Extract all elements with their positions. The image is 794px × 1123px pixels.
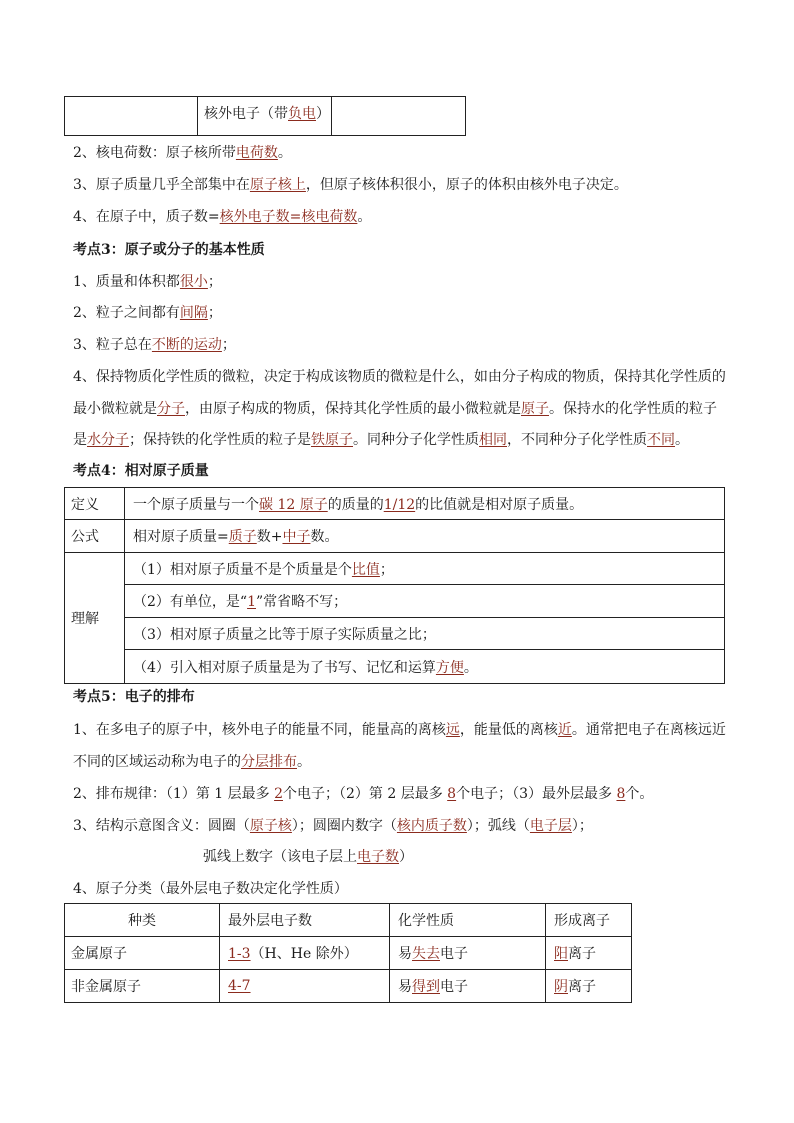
top-table-cell-3 [332,97,466,136]
text-line: 3、原子质量几乎全部集中在原子核上，但原子核体积很小，原子的体积由核外电子决定。 [73,177,628,193]
def-cell: 一个原子质量与一个碳 12 原子的质量的1/12的比值就是相对原子质量。 [125,488,725,520]
text-line: 弧线上数字（该电子层上电子数） [203,849,413,865]
understand-item: （3）相对原子质量之比等于原子实际质量之比； [125,618,725,650]
text-line: 4、保持物质化学性质的微粒，决定于构成该物质的微粒是什么，如由分子构成的物质，保持其化学性质的 [73,369,726,385]
section-heading: 考点3：原子或分子的基本性质 [73,242,265,258]
understand-item: （4）引入相对原子质量是为了书写、记忆和运算方便。 [125,650,725,684]
row-kind: 非金属原子 [65,970,220,1003]
top-table [64,96,466,136]
section-heading: 考点4：相对原子质量 [73,463,209,479]
class-table [64,903,632,1003]
row-num: 4-7 [220,970,390,1003]
text-line: 3、粒子总在不断的运动； [73,337,236,353]
row-prop: 易得到电子 [390,970,546,1003]
header-num: 最外层电子数 [220,904,390,937]
understand-label: 理解 [65,553,125,684]
text-line: 4、在原子中，质子数=核外电子数=核电荷数。 [73,209,372,225]
row-kind: 金属原子 [65,937,220,970]
text-line: 2、排布规律：（1）第 1 层最多 2个电子；（2）第 2 层最多 8个电子；（3）最外层最多 8个。 [73,786,654,802]
header-prop: 化学性质 [390,904,546,937]
formula-label: 公式 [65,520,125,553]
text-line: 最小微粒就是分子，由原子构成的物质，保持其化学性质的最小微粒就是原子。保持水的化学性质的粒子 [73,401,717,417]
header-ion: 形成离子 [546,904,632,937]
row-prop: 易失去电子 [390,937,546,970]
text-line: 2、粒子之间都有间隔； [73,305,222,321]
text-line: 4、原子分类（最外层电子数决定化学性质） [73,881,348,897]
text-line: 3、结构示意图含义：圆圈（原子核）；圆圈内数字（核内质子数）；弧线（电子层）； [73,818,593,834]
row-num: 1-3（H、He 除外） [220,937,390,970]
row-ion: 阳离子 [546,937,632,970]
text-line: 1、在多电子的原子中，核外电子的能量不同，能量高的离核远，能量低的离核近。通常把电子在离核远近 [73,722,726,738]
text-line: 是水分子；保持铁的化学性质的粒子是铁原子。同种分子化学性质相同，不同种分子化学性质不同。 [73,432,689,448]
text-line: 不同的区域运动称为电子的分层排布。 [73,754,311,770]
understand-item: （1）相对原子质量不是个质量是个比值； [125,553,725,585]
section-heading: 考点5：电子的排布 [73,689,195,705]
mass-table [64,487,725,684]
formula-cell: 相对原子质量=质子数+中子数。 [125,520,725,553]
top-table-cell-2: 核外电子（带负电） [198,97,332,136]
top-table-cell-1 [65,97,198,136]
text-line: 2、核电荷数：原子核所带电荷数。 [73,145,292,161]
def-label: 定义 [65,488,125,520]
understand-item: （2）有单位，是“1”常省略不写； [125,585,725,618]
row-ion: 阴离子 [546,970,632,1003]
text-line: 1、质量和体积都很小； [73,274,222,290]
header-kind: 种类 [65,904,220,937]
